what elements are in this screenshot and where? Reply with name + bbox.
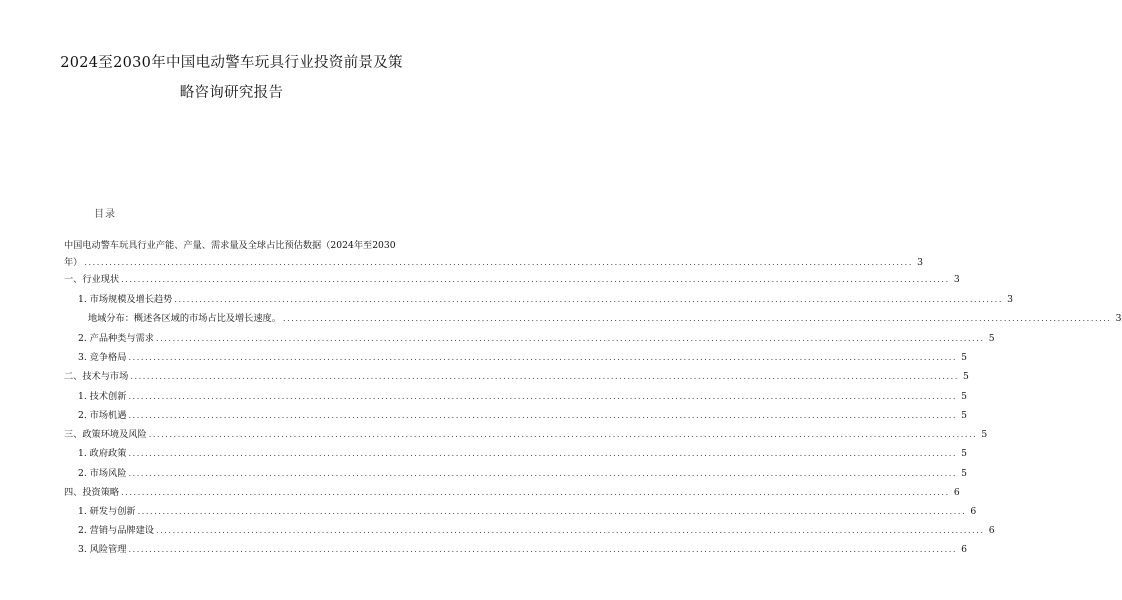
toc-leader-dots: ........................................................................................................................................................................................................ xyxy=(148,430,978,439)
toc-entry-text: 四、投资策略 xyxy=(64,487,120,498)
toc-entry[interactable] xyxy=(64,255,923,271)
toc-leader-dots: ........................................................................................................................................................................................................ xyxy=(121,488,950,497)
toc-heading: 目录 xyxy=(94,209,116,220)
toc-entry[interactable] xyxy=(64,427,988,443)
toc-leader-dots: ........................................................................................................................................................................................................ xyxy=(128,353,958,362)
toc-page-number: 6 xyxy=(970,506,977,517)
toc-entry-text: 1. 技术创新 xyxy=(78,391,127,402)
toc-page-number: 5 xyxy=(961,391,968,402)
toc-entry[interactable] xyxy=(78,542,968,558)
toc-page-number: 5 xyxy=(981,429,988,440)
toc-entry-text: 3. 风险管理 xyxy=(78,544,127,555)
toc-entry-text: 1. 政府政策 xyxy=(78,448,127,459)
toc-entry[interactable] xyxy=(78,504,977,520)
toc-page-number: 5 xyxy=(961,448,968,459)
toc-entry[interactable] xyxy=(78,446,968,462)
toc-entry[interactable] xyxy=(88,311,1122,327)
toc-leader-dots: ........................................................................................................................................................................................................ xyxy=(128,545,958,554)
toc-entry-text: 3. 竞争格局 xyxy=(78,352,127,363)
toc-page-number: 5 xyxy=(961,410,968,421)
toc-entry[interactable] xyxy=(78,389,968,405)
toc-entry-text: 年） xyxy=(64,257,83,268)
toc-page-number: 3 xyxy=(917,257,923,268)
toc-page-number: 6 xyxy=(953,487,960,498)
toc-entry-text: 1. 市场规模及增长趋势 xyxy=(78,294,173,305)
toc-leader-dots: ........................................................................................................................................................................................................ xyxy=(128,392,958,401)
toc-page-number: 5 xyxy=(988,333,995,344)
toc-entry[interactable] xyxy=(78,331,995,347)
toc-entry-text: 2. 产品种类与需求 xyxy=(78,333,154,344)
toc-page-number: 5 xyxy=(961,468,968,479)
toc-entry[interactable] xyxy=(64,272,960,288)
toc-page-number: 5 xyxy=(961,352,968,363)
toc-page-number: 6 xyxy=(988,525,995,536)
toc-page-number: 3 xyxy=(953,274,960,285)
toc-entry[interactable] xyxy=(64,485,960,501)
toc-page-number: 5 xyxy=(963,371,969,382)
toc-entry[interactable] xyxy=(78,350,968,366)
toc-leader-dots: ........................................................................................................................................................................................................ xyxy=(128,449,958,458)
toc-leader-dots: ........................................................................................................................................................................................................ xyxy=(156,526,985,535)
toc-page-number: 3 xyxy=(1115,313,1122,324)
toc-leader-dots: ........................................................................................................................................................................................................ xyxy=(137,507,967,516)
toc-entry-text: 一、行业现状 xyxy=(64,274,120,285)
document-title-line-2: 略咨询研究报告 xyxy=(179,85,284,101)
toc-leader-dots: ........................................................................................................................................................................................................ xyxy=(128,469,958,478)
toc-entry-text: 2. 市场机遇 xyxy=(78,410,127,421)
toc-page-number: 3 xyxy=(1007,294,1013,305)
toc-entry[interactable] xyxy=(78,466,968,482)
toc-leader-dots: ........................................................................................................................................................................................................ xyxy=(282,314,1112,323)
toc-entry-text: 中国电动警车玩具行业产能、产量、需求量及全球占比预估数据（2024年至2030 xyxy=(64,240,396,251)
toc-leader-dots: ........................................................................................................................................................................................................ xyxy=(156,334,985,343)
toc-entry[interactable] xyxy=(78,292,1013,308)
toc-leader-dots: ........................................................................................................................................................................................................ xyxy=(174,295,1003,304)
toc-entry-text: 二、技术与市场 xyxy=(64,371,129,382)
document-title-line-1: 2024至2030年中国电动警车玩具行业投资前景及策 xyxy=(60,55,403,71)
toc-entry-text: 2. 营销与品牌建设 xyxy=(78,525,154,536)
toc-entry[interactable] xyxy=(78,523,995,539)
toc-page-number: 6 xyxy=(961,544,968,555)
toc-leader-dots: ........................................................................................................................................................................................................ xyxy=(84,258,913,267)
toc-entry-text: 1. 研发与创新 xyxy=(78,506,136,517)
toc-leader-dots: ........................................................................................................................................................................................................ xyxy=(130,372,959,381)
toc-entry-text: 地域分布：概述各区域的市场占比及增长速度。 xyxy=(88,313,281,324)
toc-entry[interactable] xyxy=(64,369,969,385)
toc-entry[interactable] xyxy=(64,238,396,254)
toc-entry-text: 三、政策环境及风险 xyxy=(64,429,147,440)
toc-entry-text: 2. 市场风险 xyxy=(78,468,127,479)
toc-leader-dots: ........................................................................................................................................................................................................ xyxy=(128,411,958,420)
toc-entry[interactable] xyxy=(78,408,968,424)
toc-leader-dots: ........................................................................................................................................................................................................ xyxy=(121,275,950,284)
